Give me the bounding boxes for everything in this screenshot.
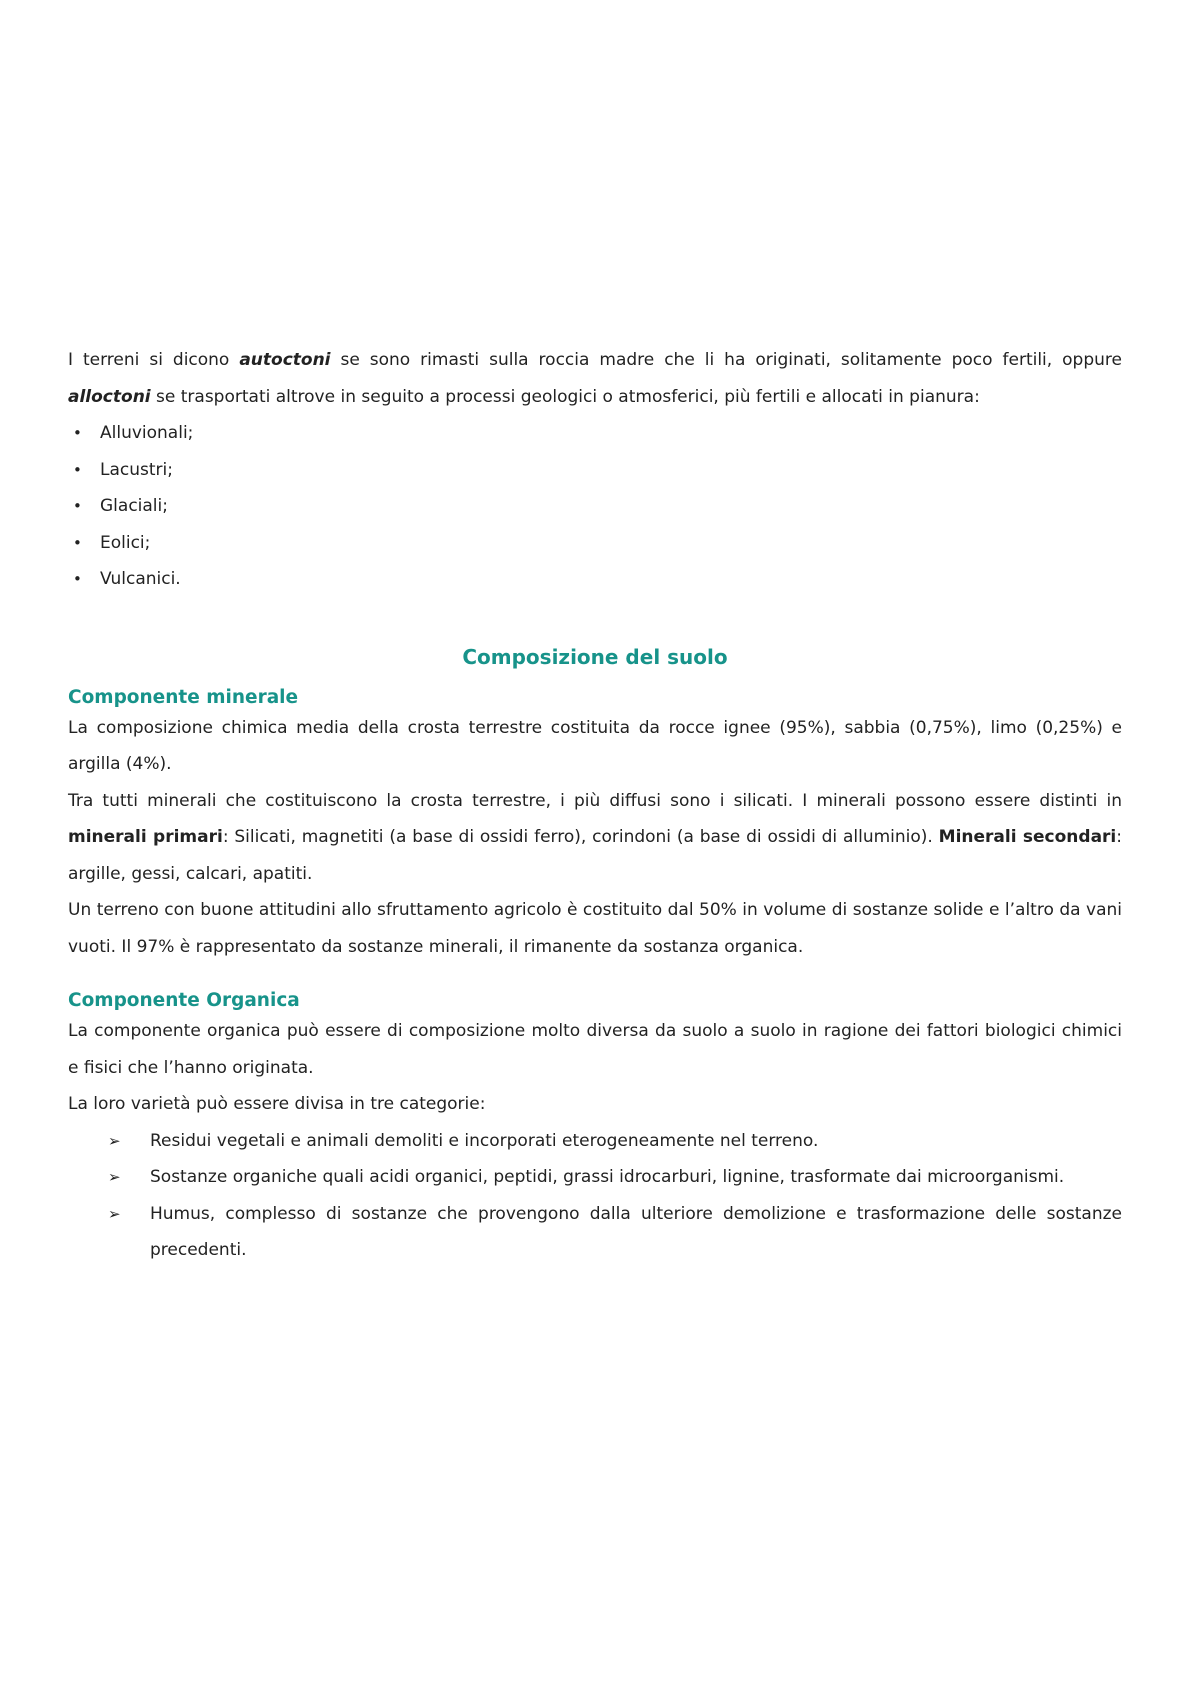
list-item-text: Residui vegetali e animali demoliti e incorporati eterogeneamente nel terreno.	[150, 1130, 819, 1151]
intro-text-1: I terreni si dicono	[68, 350, 240, 370]
organic-categories-list	[68, 1123, 1122, 1269]
list-item	[68, 488, 1122, 525]
section-heading-mineral: Componente minerale	[68, 686, 299, 708]
arrow-bullet-icon: ➢	[108, 1131, 121, 1150]
term-alloctoni: alloctoni	[68, 386, 151, 407]
mineral-text-2: : Silicati, magnetiti (a base di ossidi ferro), corindoni (a base di ossidi di alluminio).	[222, 827, 939, 847]
bullet-icon: •	[73, 460, 82, 479]
list-item-text: Sostanze organiche quali acidi organici, peptidi, grassi idrocarburi, lignine, trasformate dai microorganismi.	[150, 1167, 1065, 1187]
list-item-text: Humus, complesso di sostanze che provengono dalla ulteriore demolizione e trasformazione delle sostanze precedenti.	[150, 1203, 1122, 1260]
bullet-icon: •	[73, 424, 82, 442]
list-item	[68, 1123, 1122, 1160]
organic-paragraph-2: La loro varietà può essere divisa in tre categorie:	[68, 1094, 486, 1114]
list-item	[68, 1196, 1122, 1269]
list-item	[68, 561, 1122, 598]
list-item-label: Glaciali;	[100, 496, 168, 516]
page-title: Composizione del suolo	[462, 644, 728, 669]
mineral-text-3: : argille, gessi, calcari, apatiti.	[68, 827, 1122, 884]
term-minerali-secondari: Minerali secondari	[938, 827, 1117, 847]
list-item	[68, 452, 1122, 489]
term-minerali-primari: minerali primari	[68, 827, 223, 847]
organic-paragraph-1: La componente organica può essere di composizione molto diversa da suolo a suolo in ragione dei fattori biologici chimici e fisici che l’hanno originata.	[68, 1021, 1122, 1078]
list-item-label: Lacustri;	[100, 459, 173, 480]
list-item	[68, 415, 1122, 452]
soil-types-list	[68, 415, 1122, 598]
intro-text-2: se sono rimasti sulla roccia madre che li ha originati, solitamente poco fertili, oppure	[330, 350, 1122, 370]
intro-paragraph	[68, 342, 1122, 415]
mineral-paragraph-2	[68, 783, 1122, 893]
bullet-icon: •	[73, 570, 82, 588]
list-item	[68, 1159, 1122, 1196]
term-autoctoni: autoctoni	[239, 350, 331, 370]
section-heading-organic: Componente Organica	[68, 990, 300, 1011]
arrow-bullet-icon: ➢	[108, 1168, 121, 1186]
mineral-paragraph-3: Un terreno con buone attitudini allo sfruttamento agricolo è costituito dal 50% in volume di sostanze solide e l’altro da vani vuoti. Il 97% è rappresentato da sostanze minerali, il rimanente da sostanza organica.	[68, 900, 1122, 957]
bullet-icon: •	[73, 533, 82, 552]
list-item-label: Alluvionali;	[100, 423, 194, 443]
list-item-label: Eolici;	[100, 532, 151, 553]
mineral-paragraph-1: La composizione chimica media della crosta terrestre costituita da rocce ignee (95%), sabbia (0,75%), limo (0,25%) e argilla (4%).	[68, 717, 1122, 774]
list-item	[68, 525, 1122, 562]
arrow-bullet-icon: ➢	[108, 1204, 121, 1223]
mineral-text-1: Tra tutti minerali che costituiscono la crosta terrestre, i più diffusi sono i silicati. I minerali possono essere distinti in	[68, 790, 1122, 811]
bullet-icon: •	[73, 497, 82, 515]
intro-text-3: se trasportati altrove in seguito a processi geologici o atmosferici, più fertili e allocati in pianura:	[150, 386, 980, 407]
list-item-label: Vulcanici.	[100, 569, 181, 589]
